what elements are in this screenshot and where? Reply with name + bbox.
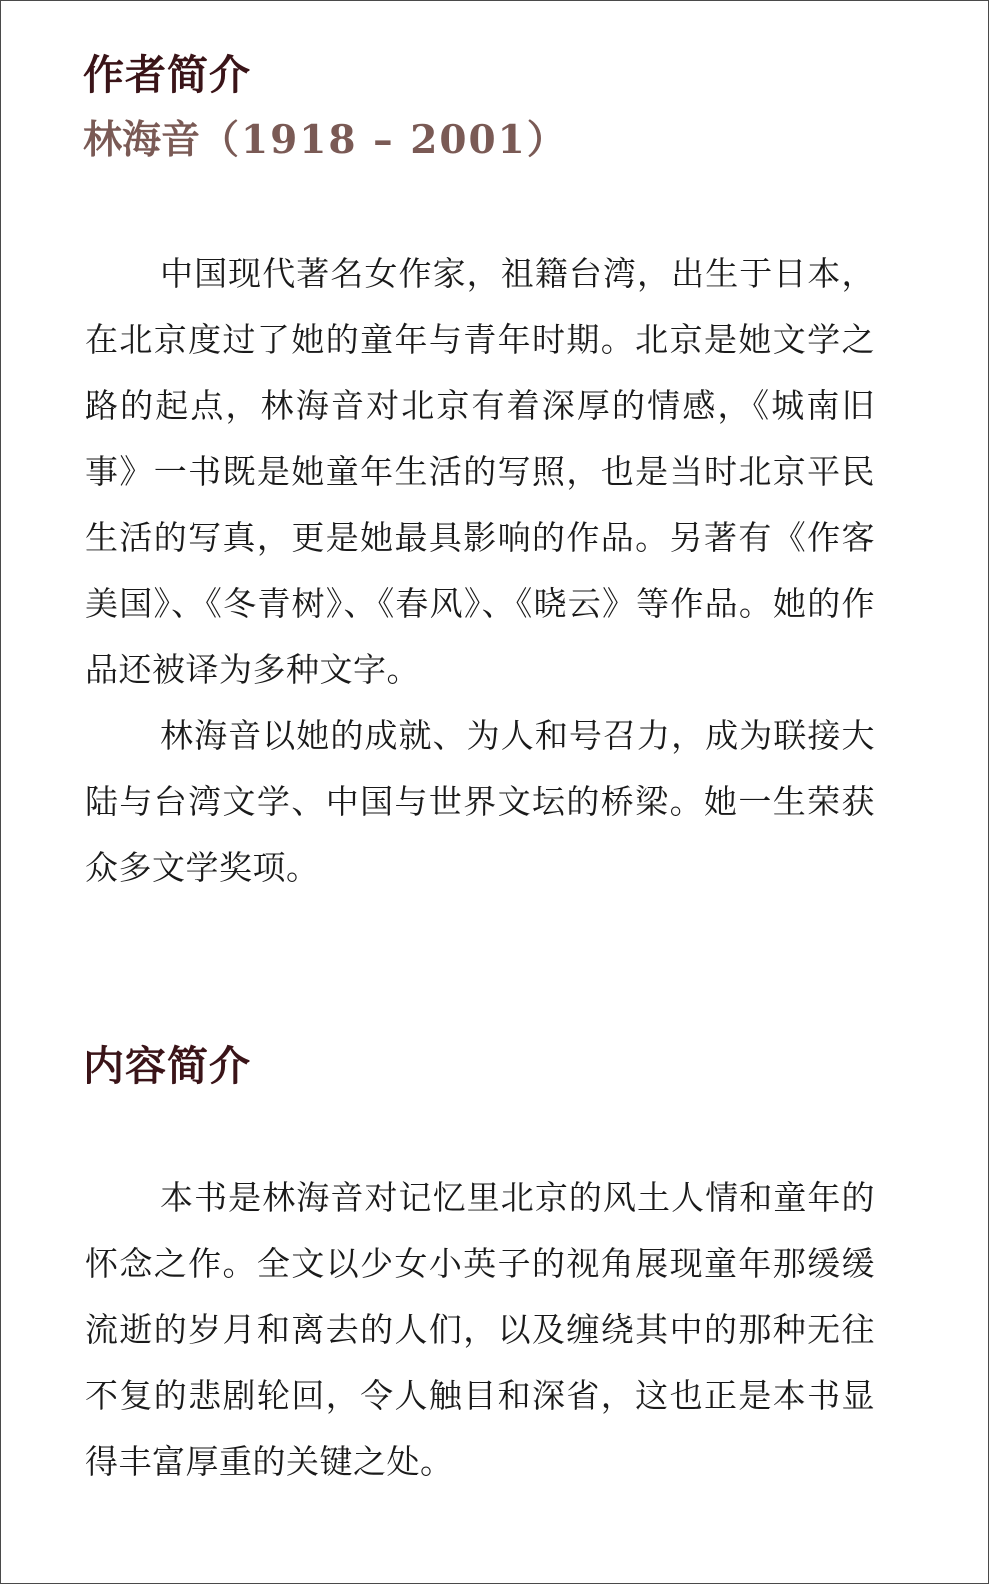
- author-bio-paragraph-1: 中国现代著名女作家，祖籍台湾，出生于日本，在北京度过了她的童年与青年时期。北京是她文学之路的起点，林海音对北京有着深厚的情感，《城南旧事》一书既是她童年生活的写照，也是当时北京平民生活的写真，更是她最具影响的作品。另著有《作客美国》、《冬青树》、《春风》、《晓云》等作品。她的作品还被译为多种文字。: [85, 254, 875, 689]
- author-intro-heading: 作者简介: [83, 51, 251, 99]
- author-bio-paragraph-2: 林海音以她的成就、为人和号召力，成为联接大陆与台湾文学、中国与世界文坛的桥梁。她一生荣获众多文学奖项。: [85, 716, 875, 887]
- author-dates: （1918 – 2001）: [200, 117, 568, 163]
- content-intro-heading: 内容简介: [83, 1042, 251, 1090]
- content-summary-paragraph-1: 本书是林海音对记忆里北京的风土人情和童年的怀念之作。全文以少女小英子的视角展现童年那缓缓流逝的岁月和离去的人们，以及缠绕其中的那种无往不复的悲剧轮回，令人触目和深省，这也正是本书显得丰富厚重的关键之处。: [85, 1178, 875, 1481]
- author-bio: [85, 241, 875, 901]
- author-name: 林海音: [83, 117, 201, 163]
- content-summary: [85, 1165, 875, 1495]
- author-name-line: [83, 119, 568, 162]
